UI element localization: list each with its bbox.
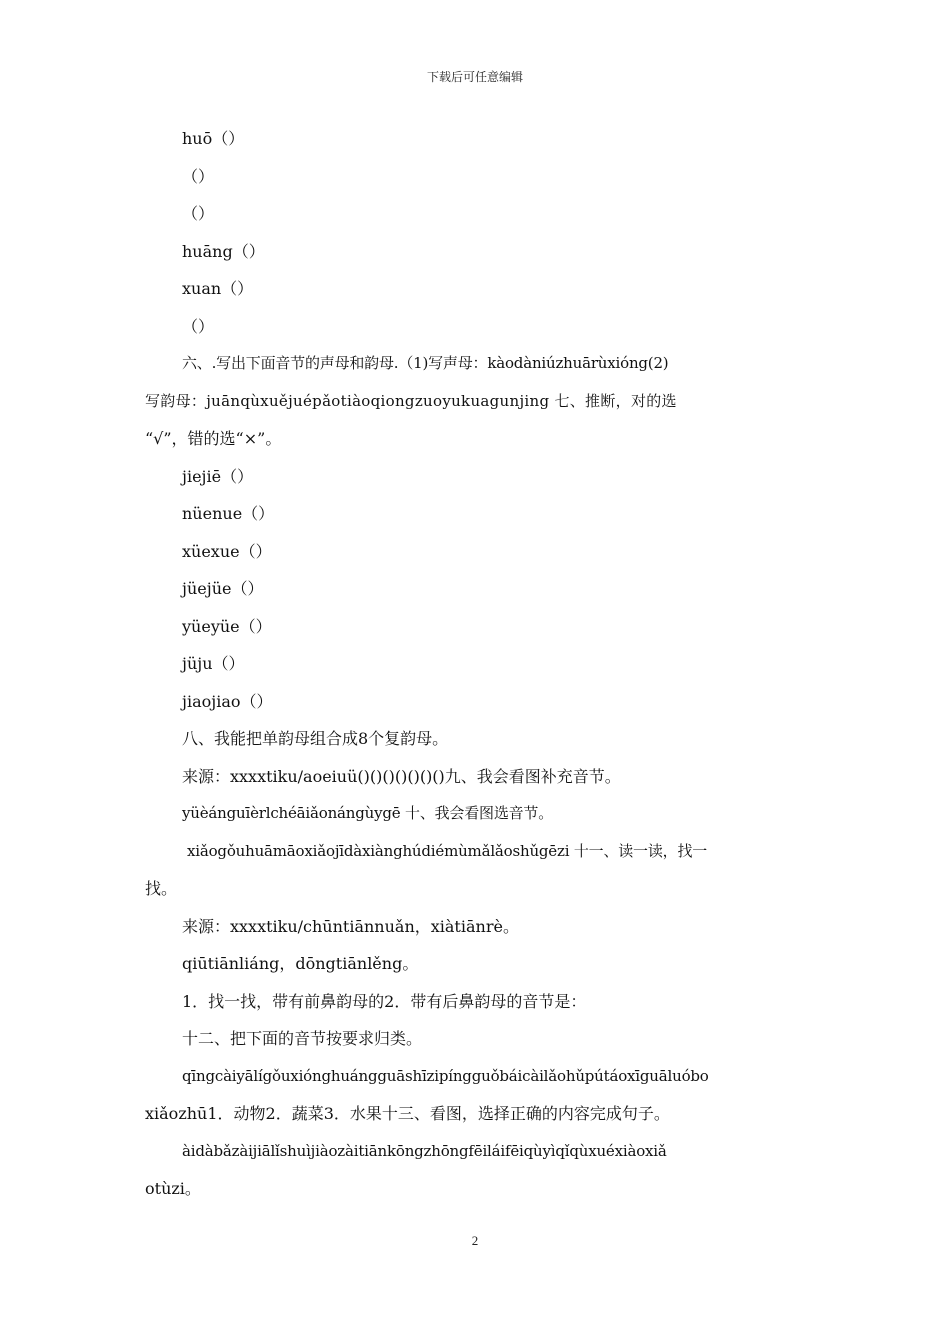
answer-line: huāng（）	[182, 241, 265, 261]
question-11-line-1: xiǎogǒuhuāmāoxiǎojīdàxiànghúdiémùmǎlǎoshǔgēzi 十一、读一读，找一	[187, 841, 708, 860]
judge-item: yüeyüe（）	[182, 616, 272, 636]
question-6-line-3: “√”，错的选“×”。	[145, 429, 282, 448]
judge-item: xüexue（）	[182, 541, 272, 561]
season-line: qiūtiānliáng，dōngtiānlěng。	[182, 954, 419, 973]
source-line-2: 来源：xxxxtiku/chūntiānnuǎn，xiàtiānrè。	[182, 916, 519, 936]
question-13-line-2: àidàbǎzàijiālǐshuìjiàozàitiānkōngzhōngfēiláifēiqùyìqǐqùxuéxiàoxiǎ	[182, 1141, 667, 1160]
document-body	[145, 120, 807, 1208]
find-line: 1．找一找，带有前鼻韵母的2．带有后鼻韵母的音节是：	[182, 991, 587, 1011]
question-6-line-1: 六、.写出下面音节的声母和韵母.（1)写声母：kàodàniúzhuārùxióng(2)	[182, 354, 669, 372]
question-13-line-3: otùzi。	[145, 1179, 201, 1198]
answer-line: xuan（）	[182, 279, 254, 298]
judge-item: jüejüe（）	[182, 579, 264, 598]
question-12-syllables: qīngcàiyālígǒuxiónghuángguāshīzipíngguǒbáicàilǎohǔpútáoxīguāluóbo	[182, 1066, 709, 1085]
answer-line: （）	[182, 204, 215, 223]
judge-item: jüju（）	[182, 654, 245, 673]
question-13-line-1: xiǎozhū1．动物2．蔬菜3．水果十三、看图，选择正确的内容完成句子。	[145, 1104, 670, 1123]
question-11-line-2: 找。	[145, 879, 178, 898]
answer-line: （）	[182, 166, 215, 186]
question-6-line-2: 写韵母：juānqùxuějuépǎotiàoqiongzuoyukuagunjing 七、推断，对的选	[145, 391, 677, 410]
question-10: yüèánguīèrlchéāiǎonángùygē 十、我会看图选音节。	[182, 804, 554, 822]
answer-line: （）	[182, 316, 215, 336]
judge-item: jiaojiao（）	[182, 691, 273, 711]
judge-item: jiejiē（）	[182, 466, 254, 486]
judge-item: nüenue（）	[182, 504, 275, 523]
question-12: 十二、把下面的音节按要求归类。	[182, 1029, 423, 1048]
question-8: 八、我能把单韵母组合成8个复韵母。	[182, 729, 449, 748]
source-line-1: 来源：xxxxtiku/aoeiuü()()()()()()()九、我会看图补充音节。	[182, 766, 621, 786]
page-number: 2	[471, 1233, 479, 1248]
answer-line: huō（）	[182, 129, 245, 148]
page-header: 下载后可任意编辑	[426, 70, 523, 84]
